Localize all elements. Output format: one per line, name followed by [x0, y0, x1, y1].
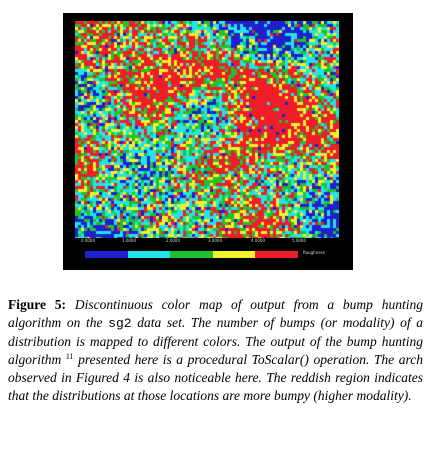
caption-text-1: Discontinuous color map of output from a bump hunting algorithm on the: [8, 297, 423, 330]
tick-label-3: 3.0000: [208, 238, 222, 243]
figure-caption: [8, 296, 423, 405]
modality-color-map: [75, 21, 339, 238]
caption-text-2: data set. The number of bumps (or modality) of a distribution is mapped to different colors. The output of the bump hunting algorithm: [8, 315, 423, 367]
colorbar-swatch-blue: [85, 251, 128, 258]
figure-panel: [63, 13, 353, 270]
colorbar-ticks: [63, 238, 353, 248]
colorbar-title: Roughness: [303, 250, 325, 255]
tick-label-1: 1.0000: [122, 238, 136, 243]
caption-dataset-name: sg2: [108, 316, 132, 331]
colorbar: [85, 251, 298, 258]
colorbar-swatch-yellow: [213, 251, 256, 258]
colorbar-swatch-red: [255, 251, 298, 258]
tick-label-4: 4.0000: [251, 238, 265, 243]
colorbar-swatch-cyan: [128, 251, 171, 258]
colorbar-swatch-green: [170, 251, 213, 258]
tick-label-0: 0.0000: [81, 238, 95, 243]
caption-text-3: presented here is a procedural ToScalar() operation. The arch observed in Figured 4 is also noticeable here. The reddish region indicates that the distributions at those locations are more bumpy (higher modality).: [8, 352, 423, 403]
caption-footnote-ref: 11: [65, 352, 74, 361]
caption-label: Figure 5:: [8, 297, 67, 312]
tick-label-2: 2.0000: [166, 238, 180, 243]
tick-label-5: 5.0000: [292, 238, 306, 243]
